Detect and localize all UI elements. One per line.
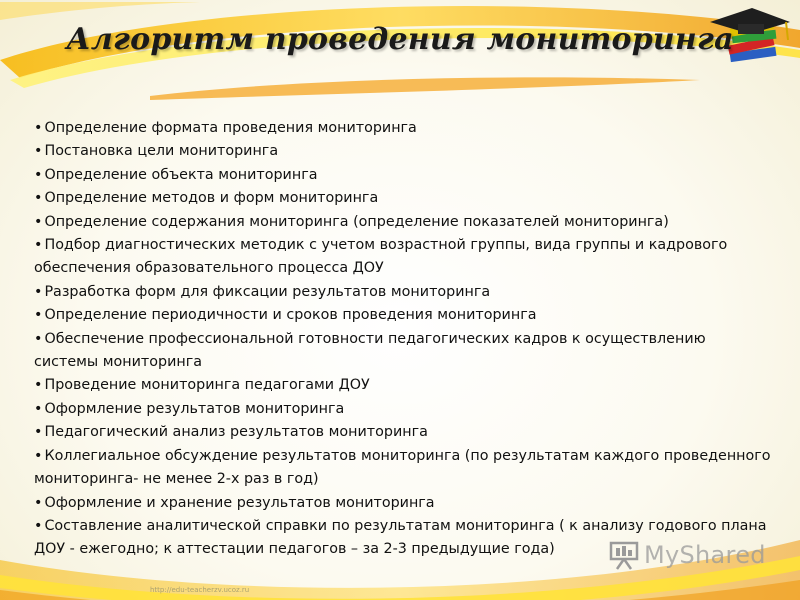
- bullet-marker: •: [34, 307, 43, 324]
- list-item-text: Обеспечение профессиональной готовности педагогических кадров к осуществлению системы мониторинга: [34, 330, 706, 371]
- list-item: [34, 140, 774, 163]
- bullet-marker: •: [34, 190, 43, 207]
- list-item-text: Определение формата проведения мониторинга: [44, 120, 417, 136]
- list-item: [34, 398, 774, 421]
- presentation-board-icon: [608, 540, 642, 570]
- bullet-marker: •: [34, 494, 43, 511]
- footer-url: http://edu-teacherzv.ucoz.ru: [150, 586, 250, 594]
- bullet-marker: •: [34, 447, 43, 464]
- list-item: [34, 492, 774, 515]
- list-item-text: Разработка форм для фиксации результатов мониторинга: [44, 283, 491, 300]
- watermark-text: MyShared: [644, 541, 766, 569]
- list-item: [34, 445, 774, 492]
- list-item-text: Постановка цели мониторинга: [44, 143, 279, 160]
- list-item: [34, 328, 774, 375]
- bullet-marker: •: [34, 283, 43, 300]
- slide-title: Алгоритм проведения мониторинга: [66, 22, 734, 57]
- bullet-marker: •: [34, 120, 43, 136]
- list-item-text: Коллегиальное обсуждение результатов мониторинга (по результатам каждого проведенного мониторинга- не менее 2-х раз в год): [34, 447, 771, 488]
- bullet-marker: •: [34, 213, 43, 230]
- list-item-text: Подбор диагностических методик с учетом возрастной группы, вида группы и кадрового обеспечения образовательного процесса ДОУ: [34, 237, 728, 277]
- list-item-text: Педагогический анализ результатов мониторинга: [44, 424, 428, 441]
- list-item-text: Оформление результатов мониторинга: [44, 400, 345, 417]
- list-item: [34, 164, 774, 187]
- list-item: [34, 421, 774, 444]
- bullet-marker: •: [34, 400, 43, 417]
- bullet-list: [34, 117, 774, 562]
- bullet-marker: •: [34, 377, 43, 394]
- list-item-text: Определение объекта мониторинга: [44, 166, 318, 183]
- list-item: [34, 234, 774, 281]
- list-item: [34, 117, 774, 140]
- bullet-marker: •: [34, 143, 43, 160]
- bullet-marker: •: [34, 166, 43, 183]
- list-item-text: Определение методов и форм мониторинга: [44, 190, 379, 207]
- list-item-text: Определение периодичности и сроков проведения мониторинга: [44, 307, 537, 324]
- list-item: [34, 374, 774, 397]
- list-item-text: Проведение мониторинга педагогами ДОУ: [44, 377, 370, 394]
- list-item: [34, 281, 774, 304]
- list-item: [34, 211, 774, 234]
- bullet-marker: •: [34, 517, 43, 534]
- bullet-marker: •: [34, 330, 43, 347]
- list-item: [34, 187, 774, 210]
- bullet-marker: •: [34, 424, 43, 441]
- bullet-marker: •: [34, 237, 43, 254]
- list-item-text: Оформление и хранение результатов мониторинга: [44, 494, 435, 511]
- list-item-text: Составление аналитической справки по результатам мониторинга ( к анализу годового плана ДОУ - ежегодно; к аттестации педагогов – за 2-3 предыдущие года): [34, 517, 767, 558]
- watermark: [608, 540, 768, 570]
- list-item-text: Определение содержания мониторинга (определение показателей мониторинга): [44, 213, 669, 230]
- list-item: [34, 304, 774, 327]
